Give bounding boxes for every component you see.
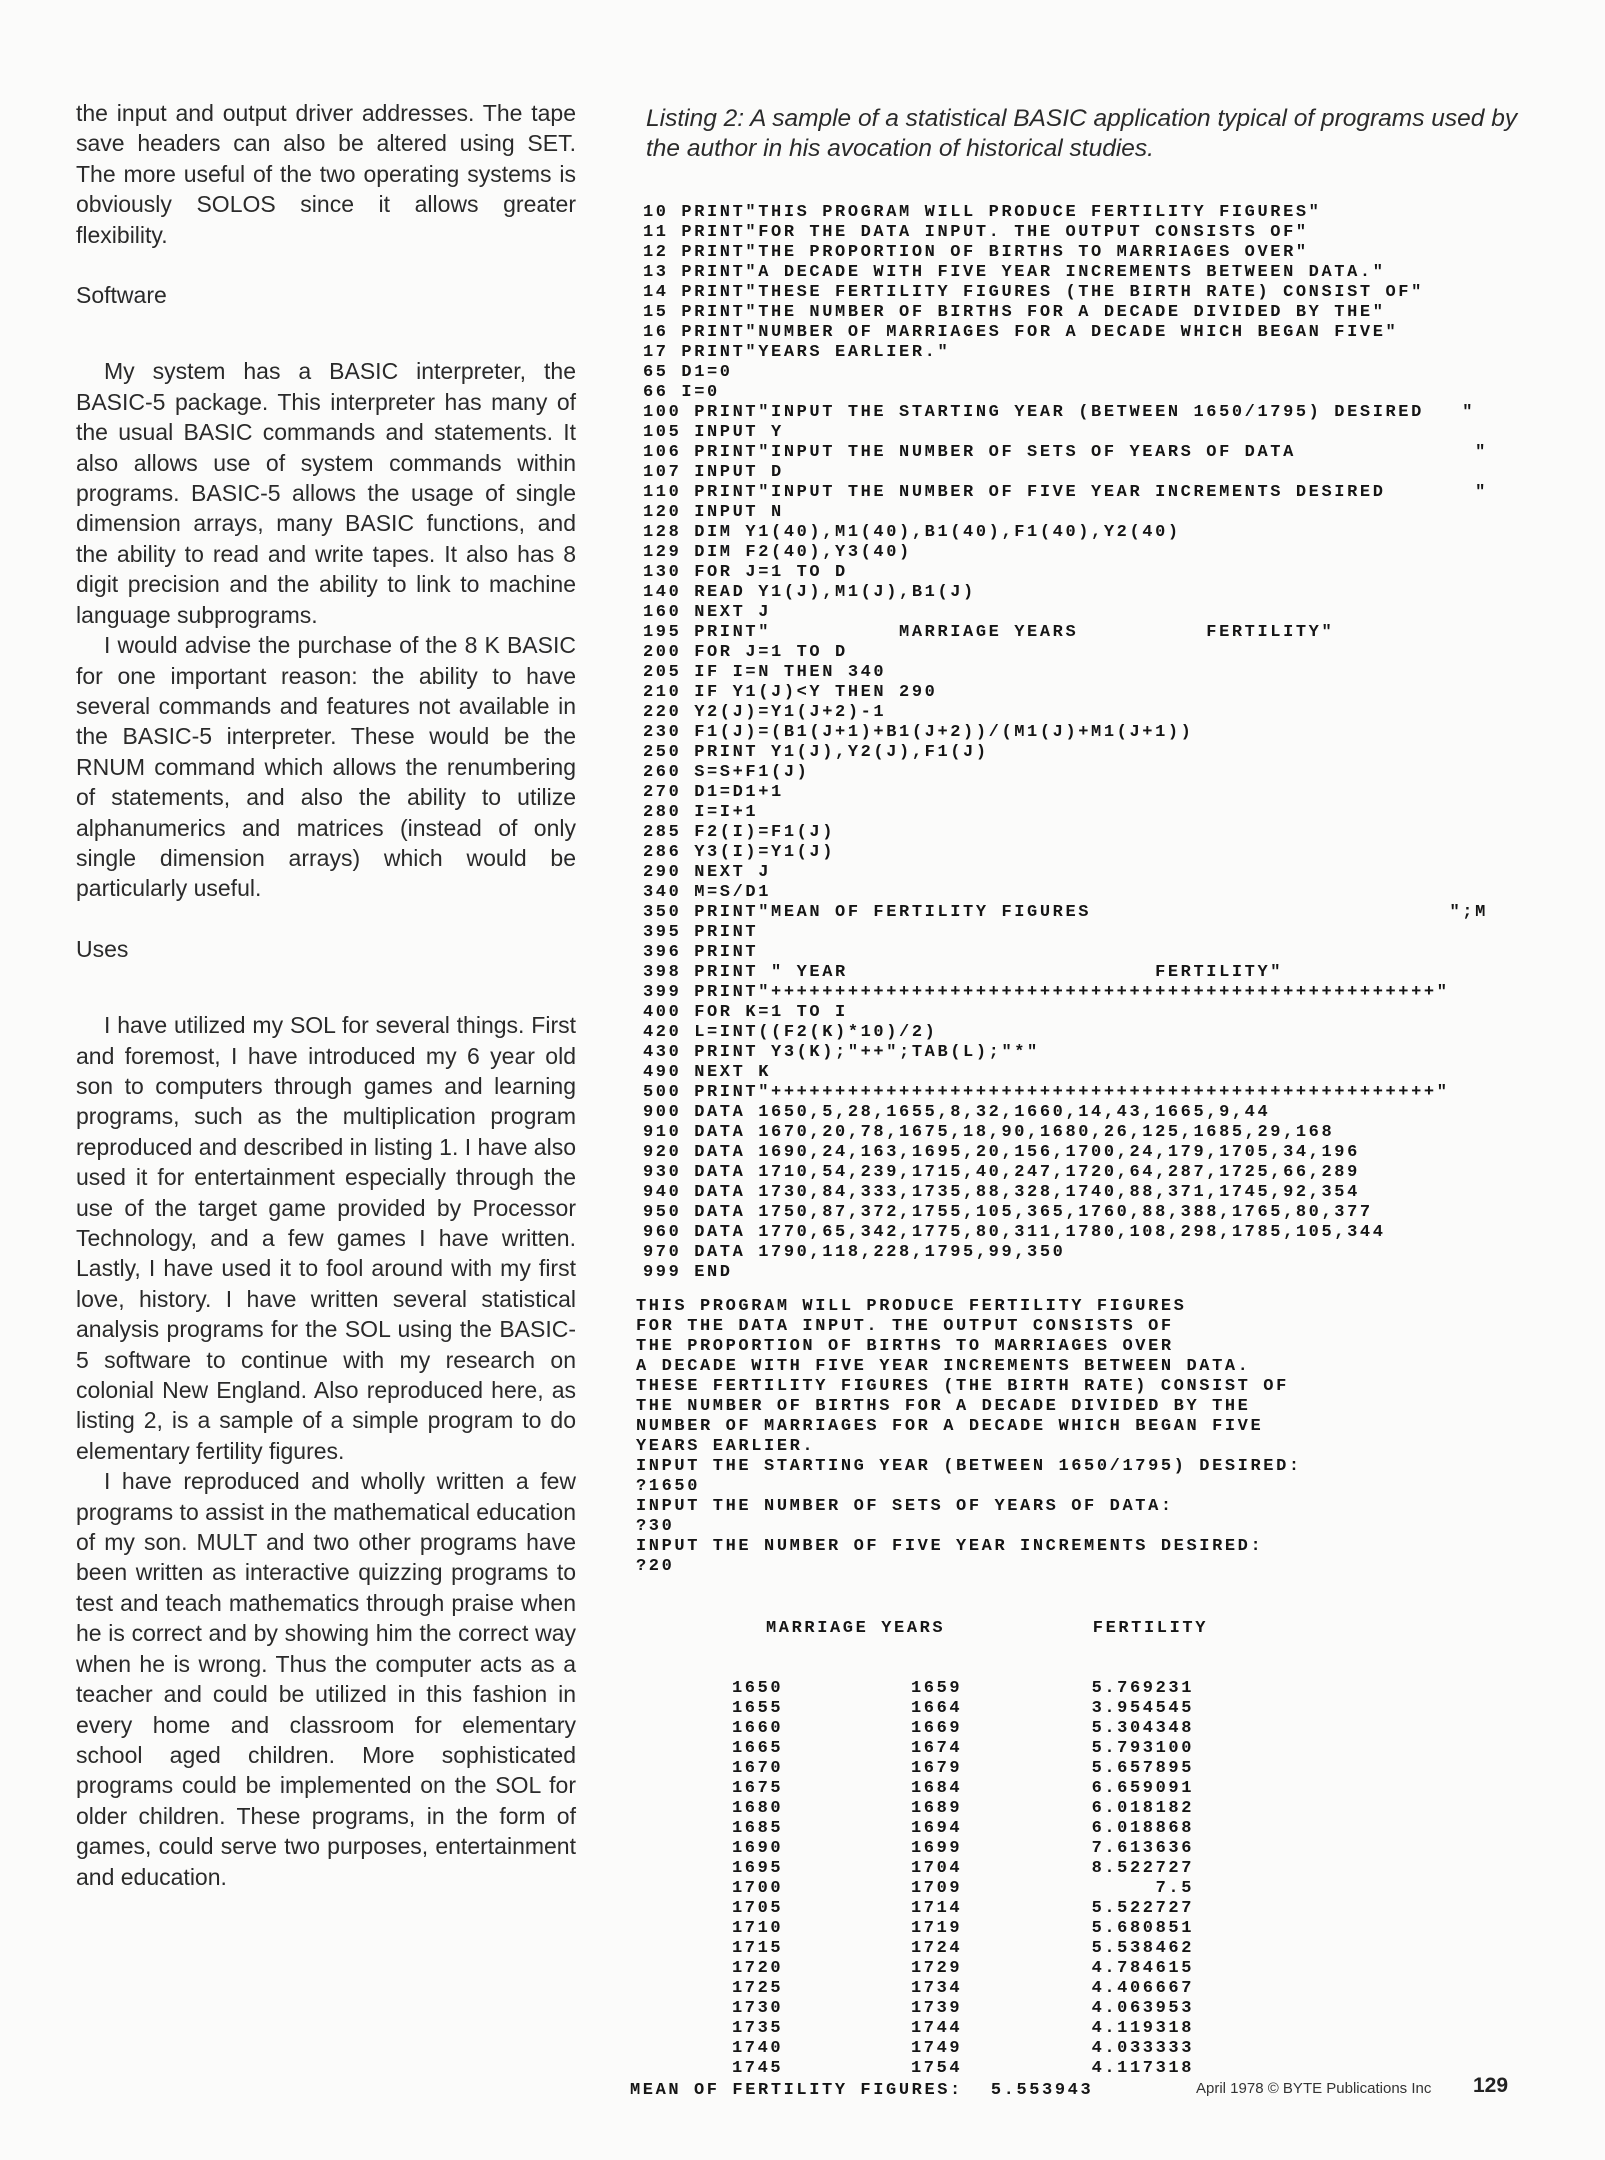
table-row: [636, 1899, 1236, 1919]
fertility-cell: 7.613636: [1091, 1839, 1194, 1858]
header-fertility: FERTILITY: [1092, 1619, 1208, 1638]
code-line: 900 DATA 1650,5,28,1655,8,32,1660,14,43,1665,9,44: [643, 1103, 1271, 1122]
code-line: 12 PRINT"THE PROPORTION OF BIRTHS TO MARRIAGES OVER": [643, 243, 1309, 262]
end-year-cell: 1674: [911, 1739, 963, 1758]
paragraph: My system has a BASIC interpreter, the BASIC-5 package. This interpreter has many of the usual BASIC commands and statements. It also allows use of system commands within programs. BASIC-5 allows the usage of single dimension arrays, many BASIC functions, and the ability to read and write tapes. It also has 8 digit precision and the ability to link to machine language subprograms.: [76, 358, 576, 628]
code-line: 100 PRINT"INPUT THE STARTING YEAR (BETWEEN 1650/1795) DESIRED ": [643, 403, 1476, 422]
output-line: THE NUMBER OF BIRTHS FOR A DECADE DIVIDED BY THE: [636, 1397, 1251, 1416]
header-marriage-years: MARRIAGE YEARS: [766, 1619, 946, 1638]
end-year-cell: 1754: [911, 2059, 963, 2078]
code-line: 350 PRINT"MEAN OF FERTILITY FIGURES ";M: [643, 903, 1488, 922]
table-row: [636, 2059, 1236, 2079]
output-line: ?20: [636, 1557, 675, 1576]
fertility-cell: 6.018182: [1091, 1799, 1194, 1818]
table-row: [636, 1959, 1236, 1979]
output-line: YEARS EARLIER.: [636, 1437, 816, 1456]
end-year-cell: 1724: [911, 1939, 963, 1958]
table-row: [636, 1719, 1236, 1739]
table-row: [636, 1799, 1236, 1819]
listing-and-output: [630, 203, 1536, 2101]
code-line: 106 PRINT"INPUT THE NUMBER OF SETS OF YEARS OF DATA ": [643, 443, 1488, 462]
code-line: 105 INPUT Y: [643, 423, 784, 442]
fertility-cell: 5.304348: [1091, 1719, 1194, 1738]
program-output: [636, 1297, 1536, 1577]
code-line: 920 DATA 1690,24,163,1695,20,156,1700,24,179,1705,34,196: [643, 1143, 1360, 1162]
fertility-cell: 4.406667: [1091, 1979, 1194, 1998]
code-line: 65 D1=0: [643, 363, 733, 382]
end-year-cell: 1704: [911, 1859, 963, 1878]
fertility-cell: 8.522727: [1091, 1859, 1194, 1878]
code-line: 130 FOR J=1 TO D: [643, 563, 848, 582]
code-line: 396 PRINT: [643, 943, 759, 962]
code-line: 950 DATA 1750,87,372,1755,105,365,1760,88,388,1765,80,377: [643, 1203, 1373, 1222]
output-line: INPUT THE NUMBER OF SETS OF YEARS OF DATA:: [636, 1497, 1174, 1516]
fertility-cell: 6.018868: [1091, 1819, 1194, 1838]
end-year-cell: 1739: [911, 1999, 963, 2018]
code-line: 107 INPUT D: [643, 463, 784, 482]
code-line: 490 NEXT K: [643, 1063, 772, 1082]
paragraph: the input and output driver addresses. The tape save headers can also be altered using SET. The more useful of the two operating systems is obviously SOLOS since it allows greater flexibility.: [76, 100, 576, 248]
output-line: A DECADE WITH FIVE YEAR INCREMENTS BETWEEN DATA.: [636, 1357, 1251, 1376]
output-line: INPUT THE NUMBER OF FIVE YEAR INCREMENTS DESIRED:: [636, 1537, 1264, 1556]
code-line: 120 INPUT N: [643, 503, 784, 522]
fertility-table: [636, 1579, 1536, 2079]
output-line: THE PROPORTION OF BIRTHS TO MARRIAGES OVER: [636, 1337, 1174, 1356]
table-row: [636, 1879, 1236, 1899]
code-line: 110 PRINT"INPUT THE NUMBER OF FIVE YEAR INCREMENTS DESIRED ": [643, 483, 1488, 502]
code-line: 200 FOR J=1 TO D: [643, 643, 848, 662]
paragraph: I have reproduced and wholly written a few programs to assist in the mathematical education of my son. MULT and two other programs have been written as interactive quizzing programs to test and teach mathematics through praise when he is correct and by showing him the correct way when he is wrong. Thus the computer acts as a teacher and could be utilized in this fashion in every home and classroom for elementary school aged children. More sophisticated programs could be implemented on the SOL for older children. These programs, in the form of games, could serve two purposes, entertainment and education.: [76, 1468, 576, 1890]
output-line: ?1650: [636, 1477, 701, 1496]
end-year-cell: 1669: [911, 1719, 963, 1738]
footer-credit: April 1978 © BYTE Publications Inc: [1196, 2080, 1432, 2097]
start-year-cell: 1725: [732, 1979, 784, 1998]
code-line: 420 L=INT((F2(K)*10)/2): [643, 1023, 938, 1042]
fertility-cell: 4.117318: [1091, 2059, 1194, 2078]
fertility-cell: 7.5: [1155, 1879, 1194, 1898]
table-row: [636, 1939, 1236, 1959]
start-year-cell: 1675: [732, 1779, 784, 1798]
end-year-cell: 1729: [911, 1959, 963, 1978]
end-year-cell: 1709: [911, 1879, 963, 1898]
table-row: [636, 1839, 1236, 1859]
end-year-cell: 1679: [911, 1759, 963, 1778]
paragraph: I have utilized my SOL for several things. First and foremost, I have introduced my 6 year old son to computers through games and learning programs, such as the multiplication program reproduced and described in listing 1. I have also used it for entertainment especially through the use of the target game provided by Processor Technology, and a few games I have written. Lastly, I have used it to fool around with my first love, history. I have written several statistical analysis programs for the SOL using the BASIC-5 software to continue with my research on colonial New England. Also reproduced here, as listing 2, is a sample of a simple program to do elementary fertility figures.: [76, 1012, 576, 1464]
code-line: 399 PRINT"++++++++++++++++++++++++++++++++++++++++++++++++++++": [643, 983, 1450, 1002]
output-line: THIS PROGRAM WILL PRODUCE FERTILITY FIGURES: [636, 1297, 1187, 1316]
table-row: [636, 1759, 1236, 1779]
start-year-cell: 1740: [732, 2039, 784, 2058]
table-row: [636, 1819, 1236, 1839]
code-line: 14 PRINT"THESE FERTILITY FIGURES (THE BIRTH RATE) CONSIST OF": [643, 283, 1424, 302]
start-year-cell: 1720: [732, 1959, 784, 1978]
start-year-cell: 1745: [732, 2059, 784, 2078]
output-line: FOR THE DATA INPUT. THE OUTPUT CONSISTS OF: [636, 1317, 1174, 1336]
mean-label: MEAN OF FERTILITY FIGURES:: [630, 2081, 963, 2100]
start-year-cell: 1735: [732, 2019, 784, 2038]
fertility-cell: 5.769231: [1091, 1679, 1194, 1698]
end-year-cell: 1664: [911, 1699, 963, 1718]
start-year-cell: 1650: [732, 1679, 784, 1698]
page-number: 129: [1473, 2074, 1509, 2097]
code-line: 17 PRINT"YEARS EARLIER.": [643, 343, 951, 362]
code-line: 398 PRINT " YEAR FERTILITY": [643, 963, 1284, 982]
section-heading-uses: Uses: [76, 935, 129, 962]
end-year-cell: 1694: [911, 1819, 963, 1838]
code-line: 220 Y2(J)=Y1(J+2)-1: [643, 703, 887, 722]
code-line: 10 PRINT"THIS PROGRAM WILL PRODUCE FERTILITY FIGURES": [643, 203, 1322, 222]
fertility-cell: 4.033333: [1091, 2039, 1194, 2058]
fertility-cell: 5.538462: [1091, 1939, 1194, 1958]
code-line: 400 FOR K=1 TO I: [643, 1003, 848, 1022]
code-line: 970 DATA 1790,118,228,1795,99,350: [643, 1243, 1066, 1262]
code-line: 260 S=S+F1(J): [643, 763, 810, 782]
fertility-cell: 4.119318: [1091, 2019, 1194, 2038]
start-year-cell: 1680: [732, 1799, 784, 1818]
start-year-cell: 1655: [732, 1699, 784, 1718]
fertility-cell: 5.657895: [1091, 1759, 1194, 1778]
paragraph: I would advise the purchase of the 8 K BASIC for one important reason: the ability to have several commands and features not available in the BASIC-5 interpreter. These would be the RNUM command which allows the renumbering of statements, and also the ability to utilize alphanumerics and matrices (instead of only single dimension arrays) which would be particularly useful.: [76, 632, 576, 902]
output-line: ?30: [636, 1517, 675, 1536]
fertility-cell: 5.522727: [1091, 1899, 1194, 1918]
table-row: [636, 1699, 1236, 1719]
code-line: 999 END: [643, 1263, 733, 1282]
table-row: [636, 1859, 1236, 1879]
start-year-cell: 1715: [732, 1939, 784, 1958]
start-year-cell: 1730: [732, 1999, 784, 2018]
mean-value: 5.553943: [990, 2081, 1094, 2100]
fertility-cell: 5.680851: [1091, 1919, 1194, 1938]
code-line: 128 DIM Y1(40),M1(40),B1(40),F1(40),Y2(40): [643, 523, 1181, 542]
code-line: 270 D1=D1+1: [643, 783, 784, 802]
table-row: [636, 2039, 1236, 2059]
code-line: 195 PRINT" MARRIAGE YEARS FERTILITY": [643, 623, 1335, 642]
code-line: 11 PRINT"FOR THE DATA INPUT. THE OUTPUT CONSISTS OF": [643, 223, 1309, 242]
code-line: 230 F1(J)=(B1(J+1)+B1(J+2))/(M1(J)+M1(J+1)): [643, 723, 1194, 742]
end-year-cell: 1659: [911, 1679, 963, 1698]
output-line: THESE FERTILITY FIGURES (THE BIRTH RATE) CONSIST OF: [636, 1377, 1289, 1396]
code-line: 930 DATA 1710,54,239,1715,40,247,1720,64,287,1725,66,289: [643, 1163, 1360, 1182]
code-line: 210 IF Y1(J)<Y THEN 290: [643, 683, 938, 702]
start-year-cell: 1685: [732, 1819, 784, 1838]
code-line: 286 Y3(I)=Y1(J): [643, 843, 836, 862]
fertility-cell: 4.063953: [1091, 1999, 1194, 2018]
output-line: INPUT THE STARTING YEAR (BETWEEN 1650/1795) DESIRED:: [636, 1457, 1302, 1476]
end-year-cell: 1689: [911, 1799, 963, 1818]
code-line: 280 I=I+1: [643, 803, 759, 822]
table-row: [636, 1979, 1236, 1999]
article-left-column: [76, 98, 576, 1892]
code-line: 960 DATA 1770,65,342,1775,80,311,1780,108,298,1785,105,344: [643, 1223, 1386, 1242]
start-year-cell: 1665: [732, 1739, 784, 1758]
code-line: 290 NEXT J: [643, 863, 772, 882]
end-year-cell: 1699: [911, 1839, 963, 1858]
code-line: 430 PRINT Y3(K);"++";TAB(L);"*": [643, 1043, 1040, 1062]
end-year-cell: 1749: [911, 2039, 963, 2058]
end-year-cell: 1744: [911, 2019, 963, 2038]
start-year-cell: 1705: [732, 1899, 784, 1918]
code-line: 16 PRINT"NUMBER OF MARRIAGES FOR A DECADE WHICH BEGAN FIVE": [643, 323, 1399, 342]
code-line: 15 PRINT"THE NUMBER OF BIRTHS FOR A DECADE DIVIDED BY THE": [643, 303, 1386, 322]
code-line: 66 I=0: [643, 383, 720, 402]
code-line: 500 PRINT"++++++++++++++++++++++++++++++++++++++++++++++++++++": [643, 1083, 1450, 1102]
code-line: 160 NEXT J: [643, 603, 772, 622]
code-line: 140 READ Y1(J),M1(J),B1(J): [643, 583, 976, 602]
end-year-cell: 1714: [911, 1899, 963, 1918]
start-year-cell: 1670: [732, 1759, 784, 1778]
end-year-cell: 1734: [911, 1979, 963, 1998]
code-line: 13 PRINT"A DECADE WITH FIVE YEAR INCREMENTS BETWEEN DATA.": [643, 263, 1386, 282]
end-year-cell: 1719: [911, 1919, 963, 1938]
code-line: 340 M=S/D1: [643, 883, 772, 902]
code-line: 395 PRINT: [643, 923, 759, 942]
code-line: 940 DATA 1730,84,333,1735,88,328,1740,88,371,1745,92,354: [643, 1183, 1360, 1202]
code-listing: [643, 203, 1536, 1283]
fertility-cell: 5.793100: [1091, 1739, 1194, 1758]
fertility-cell: 6.659091: [1091, 1779, 1194, 1798]
start-year-cell: 1695: [732, 1859, 784, 1878]
table-row: [636, 1999, 1236, 2019]
fertility-cell: 3.954545: [1091, 1699, 1194, 1718]
code-line: 910 DATA 1670,20,78,1675,18,90,1680,26,125,1685,29,168: [643, 1123, 1335, 1142]
start-year-cell: 1690: [732, 1839, 784, 1858]
section-heading-software: Software: [76, 282, 167, 309]
table-row: [636, 1739, 1236, 1759]
start-year-cell: 1700: [732, 1879, 784, 1898]
code-line: 129 DIM F2(40),Y3(40): [643, 543, 912, 562]
code-line: 285 F2(I)=F1(J): [643, 823, 836, 842]
table-row: [636, 2019, 1236, 2039]
table-header: [636, 1619, 1236, 1639]
code-line: 250 PRINT Y1(J),Y2(J),F1(J): [643, 743, 989, 762]
table-row: [636, 1779, 1236, 1799]
table-row: [636, 1679, 1236, 1699]
code-line: 205 IF I=N THEN 340: [643, 663, 887, 682]
start-year-cell: 1710: [732, 1919, 784, 1938]
listing-caption: Listing 2: A sample of a statistical BASIC application typical of programs used by the author in his avocation of historical studies.: [646, 105, 1518, 162]
table-row: [636, 1919, 1236, 1939]
start-year-cell: 1660: [732, 1719, 784, 1738]
fertility-cell: 4.784615: [1091, 1959, 1194, 1978]
output-line: NUMBER OF MARRIAGES FOR A DECADE WHICH BEGAN FIVE: [636, 1417, 1264, 1436]
end-year-cell: 1684: [911, 1779, 963, 1798]
